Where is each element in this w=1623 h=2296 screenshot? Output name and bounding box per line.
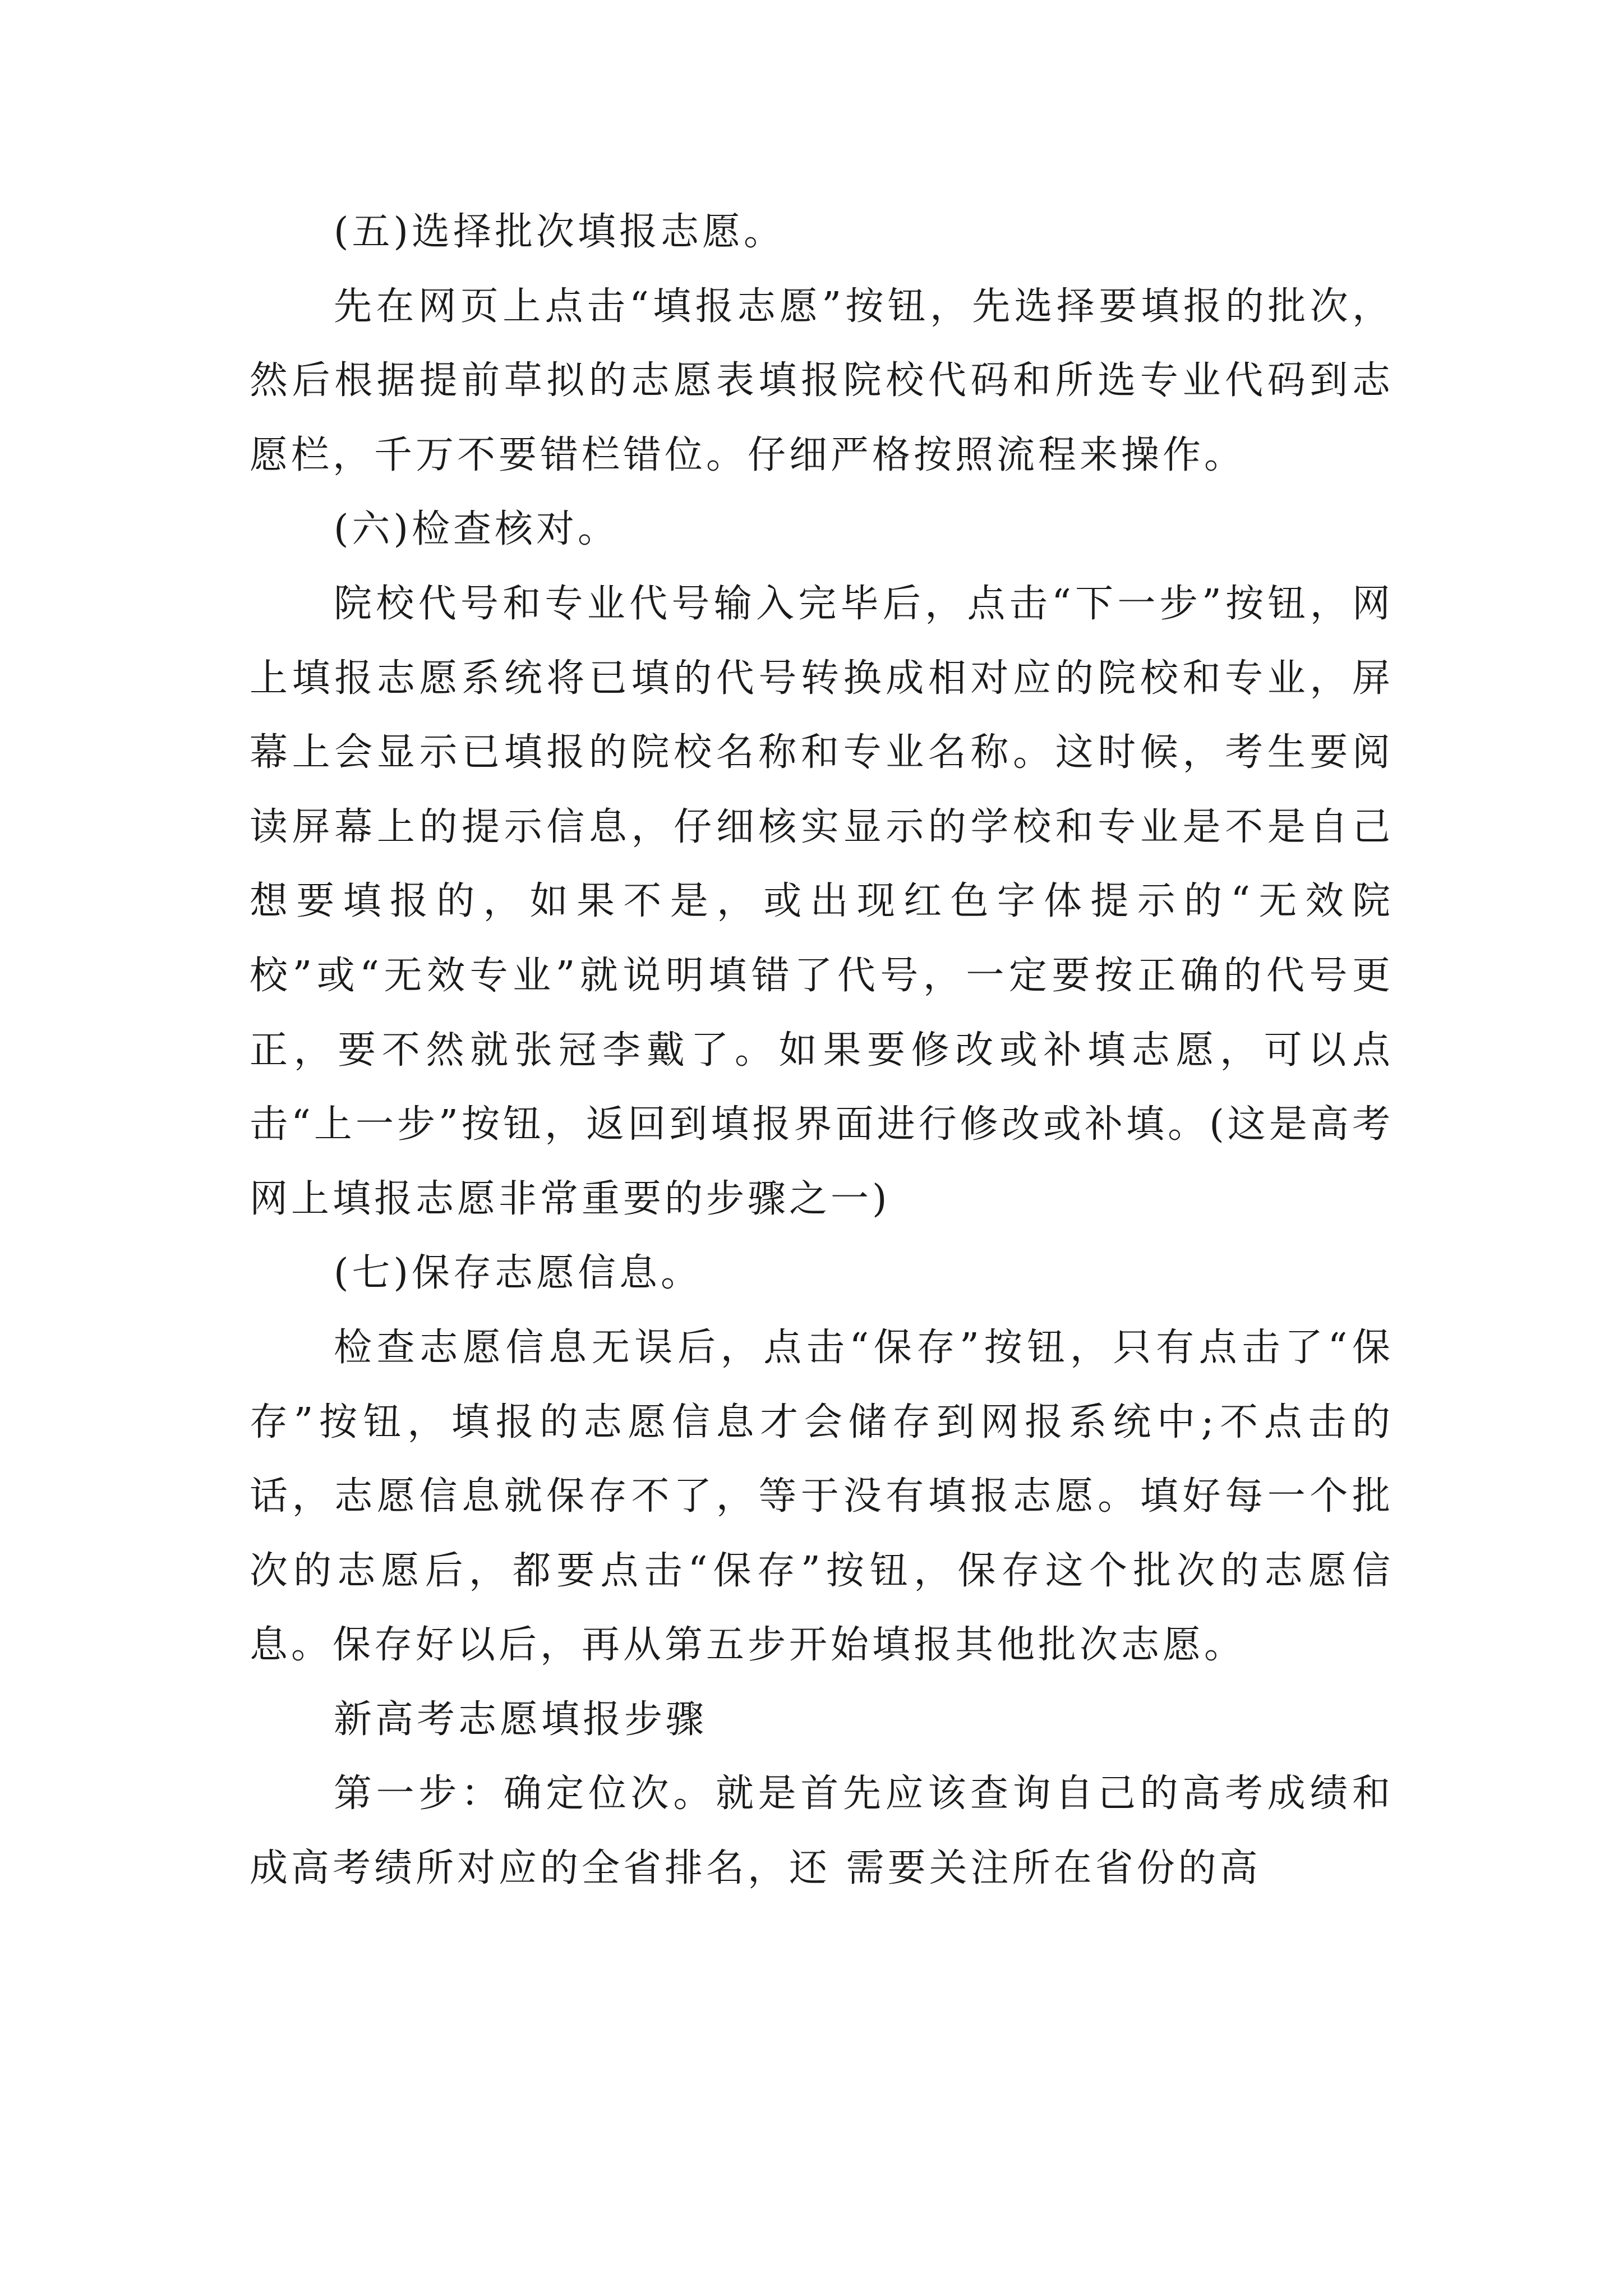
section-heading-6: (六)检查核对。 <box>334 507 620 552</box>
section-heading-7: (七)保存志愿信息。 <box>334 1251 703 1296</box>
paragraph-check-verify: 院校代号和专业代号输入完毕后，点击“下一步”按钮，网上填报志愿系统将已填的代号转换成相对应的院校和专业，屏幕上会显示已填报的院校名称和专业名称。这时候，考生要阅读屏幕上的提示信息，仔细核实显示的学校和专业是不是自己想要填报的，如果不是，或出现红色字体提示的“无效院校”或“无效专业”就说明填错了代号，一定要按正确的代号更正，要不然就张冠李戴了。如果要修改或补填志愿，可以点击“上一步”按钮，返回到填报界面进行修改或补填。(这是高考网上填报志愿非常重要的步骤之一) <box>250 581 1394 1221</box>
paragraph-step-one: 第一步：确定位次。就是首先应该查询自己的高考成绩和成高考绩所对应的全省排名，还 需要关注所在省份的高 <box>250 1772 1394 1891</box>
paragraph-save-info: 检查志愿信息无误后，点击“保存”按钮，只有点击了“保存”按钮，填报的志愿信息才会储存到网报系统中;不点击的话，志愿信息就保存不了，等于没有填报志愿。填好每一个批次的志愿后，都要点击“保存”按钮，保存这个批次的志愿信息。保存好以后，再从第五步开始填报其他批次志愿。 <box>250 1325 1394 1668</box>
document-body <box>250 195 1394 1906</box>
section-heading-new-gaokao: 新高考志愿填报步骤 <box>334 1697 708 1742</box>
paragraph-select-batch: 先在网页上点击“填报志愿”按钮，先选择要填报的批次，然后根据提前草拟的志愿表填报院校代码和所选专业代码到志愿栏，千万不要错栏错位。仔细严格按照流程来操作。 <box>250 284 1394 477</box>
section-heading-5: (五)选择批次填报志愿。 <box>334 210 786 254</box>
